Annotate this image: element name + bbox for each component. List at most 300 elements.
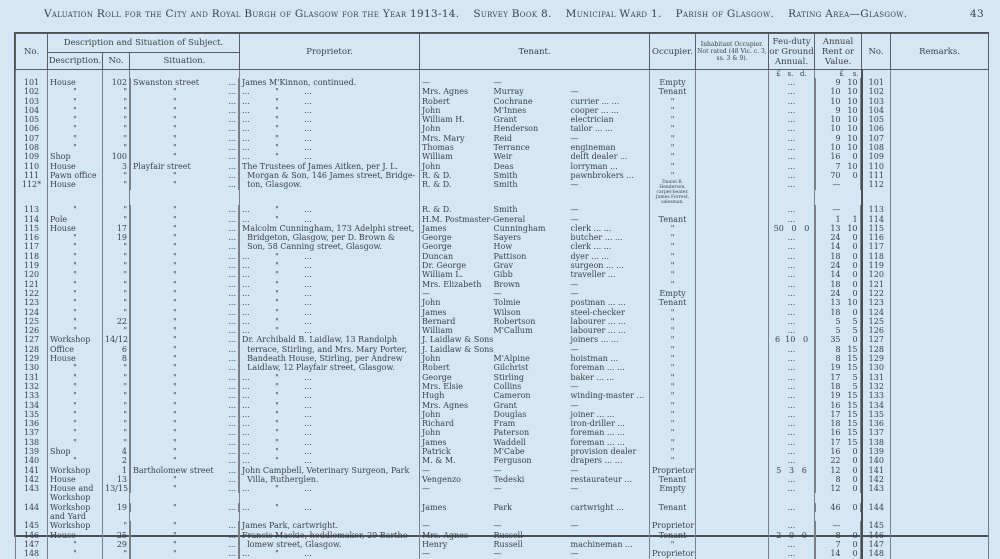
- annual-rent: [815, 233, 861, 242]
- proprietor: Son, 58 Canning street, Glasgow.: [240, 242, 420, 251]
- situation-text: ": [173, 437, 177, 447]
- tenant-occupation: —: [569, 87, 650, 96]
- description: ": [48, 401, 103, 410]
- entry-number-right: 106: [862, 124, 891, 133]
- subject-number: ": [103, 308, 130, 317]
- rent-pounds: 18: [830, 419, 841, 429]
- situation: [130, 261, 239, 270]
- entry-number: 116: [16, 233, 48, 242]
- annual-rent: [815, 521, 861, 530]
- proprietor: Laidlaw, 12 Playfair street, Glasgow.: [240, 363, 420, 372]
- entry-number: 133: [16, 391, 48, 400]
- inhabitant-occupier: [696, 401, 769, 410]
- annual-rent: [815, 205, 861, 214]
- table-row: [16, 428, 989, 437]
- leader-dots: ...: [228, 354, 237, 364]
- subject-number: 8: [103, 354, 130, 363]
- tenant-surname: Weir: [493, 152, 513, 162]
- entry-number: 129: [16, 354, 48, 363]
- feu-duty: 6 10 0: [769, 335, 815, 344]
- entry-number-right: 132: [862, 382, 891, 391]
- proprietor: ... " ...: [240, 205, 420, 214]
- page-number: 43: [970, 8, 984, 20]
- situation: [130, 317, 239, 326]
- feu-duty: ...: [769, 363, 815, 372]
- rent-shillings: 10: [847, 143, 858, 153]
- proprietor: ... " ...: [240, 134, 420, 143]
- table-row: [16, 326, 989, 335]
- tenant-occupation: hoistman ...: [569, 354, 650, 363]
- entry-number: 103: [16, 97, 48, 106]
- situation: [130, 143, 239, 152]
- occupier: ": [650, 115, 696, 124]
- valuation-roll-table: [14, 32, 989, 559]
- table-row: [16, 78, 989, 87]
- tenant-first-name: James: [420, 224, 492, 233]
- entry-number-right: 136: [862, 419, 891, 428]
- rent-pounds: 10: [830, 87, 841, 97]
- inhabitant-occupier: [696, 242, 769, 251]
- description: ": [48, 540, 103, 549]
- remarks: [891, 335, 989, 344]
- tenant-occupation: cooper ... ...: [569, 106, 650, 115]
- proprietor: ... " ...: [240, 326, 420, 335]
- remarks: [891, 298, 989, 307]
- table-row: [16, 134, 989, 143]
- tenant-surname: M'Innes: [493, 105, 527, 115]
- situation: [130, 531, 239, 540]
- occupier: ": [650, 382, 696, 391]
- situation-text: ": [173, 381, 177, 391]
- rent-pounds: 16: [830, 400, 841, 410]
- rent-shillings: 10: [847, 298, 858, 308]
- annual-rent: [815, 428, 861, 437]
- occupier: ": [650, 124, 696, 133]
- proprietor: ... " ...: [240, 391, 420, 400]
- subject-number: ": [103, 298, 130, 307]
- leader-dots: ...: [228, 87, 237, 97]
- situation: [130, 224, 239, 233]
- entry-number: 139: [16, 447, 48, 456]
- feu-duty: ...: [769, 317, 815, 326]
- inhabitant-occupier: [696, 134, 769, 143]
- proprietor: ... " ...: [240, 308, 420, 317]
- situation: [130, 401, 239, 410]
- annual-rent: [815, 401, 861, 410]
- description: ": [48, 326, 103, 335]
- tenant-first-name: William H.: [420, 115, 492, 124]
- feu-duty: ...: [769, 124, 815, 133]
- table-row: [16, 308, 989, 317]
- feu-duty: ...: [769, 289, 815, 298]
- occupier: ": [650, 270, 696, 279]
- proprietor: ... " ...: [240, 124, 420, 133]
- tenant-surname: Smith: [493, 205, 518, 215]
- tenant-surname: How: [493, 242, 513, 252]
- remarks: [891, 106, 989, 115]
- annual-rent: [815, 224, 861, 233]
- description: ": [48, 456, 103, 465]
- tenant-first-name: H.M. Postmaster-General: [420, 215, 492, 224]
- inhabitant-occupier: [696, 419, 769, 428]
- entry-number: 120: [16, 270, 48, 279]
- inhabitant-occupier: [696, 224, 769, 233]
- annual-rent: [815, 419, 861, 428]
- annual-rent: [815, 298, 861, 307]
- subject-number: ": [103, 261, 130, 270]
- remarks: [891, 401, 989, 410]
- feu-duty: ...: [769, 78, 815, 87]
- tenant-first-name: John: [420, 354, 492, 363]
- subject-number: 3: [103, 162, 130, 171]
- entry-number: 110: [16, 162, 48, 171]
- tenant-occupation: —: [569, 289, 650, 298]
- header-proprietor: Proprietor.: [240, 34, 420, 70]
- leader-dots: ...: [228, 133, 237, 143]
- remarks: [891, 484, 989, 503]
- tenant-occupation: lorryman ...: [569, 162, 650, 171]
- subject-number: ": [103, 289, 130, 298]
- entry-number: 136: [16, 419, 48, 428]
- rent-pounds: 5: [835, 316, 841, 326]
- inhabitant-occupier: [696, 124, 769, 133]
- situation-text: ": [173, 143, 177, 153]
- tenant-first-name: John: [420, 410, 492, 419]
- description: ": [48, 438, 103, 447]
- proprietor: Bridgeton, Glasgow, per D. Brown &: [240, 233, 420, 242]
- situation: [130, 289, 239, 298]
- table-row: [16, 345, 989, 354]
- tenant-first-name: John: [420, 298, 492, 307]
- tenant-surname: —: [493, 465, 502, 475]
- rent-pounds: 70: [830, 170, 841, 180]
- tenant-surname: Park: [493, 502, 512, 512]
- inhabitant-occupier: [696, 410, 769, 419]
- header-tenant: Tenant.: [420, 34, 650, 70]
- occupier: ": [650, 252, 696, 261]
- feu-duty: ...: [769, 401, 815, 410]
- description: ": [48, 382, 103, 391]
- tenant-surname: Cameron: [493, 391, 531, 401]
- feu-duty: ...: [769, 280, 815, 289]
- inhabitant-occupier: [696, 180, 769, 205]
- situation: [130, 447, 239, 456]
- rent-pounds: 12: [830, 484, 841, 494]
- table-row: [16, 382, 989, 391]
- table-row: [16, 447, 989, 456]
- tenant-first-name: J. Laidlaw & Sons: [420, 335, 492, 344]
- occupier: ": [650, 354, 696, 363]
- proprietor: ... " ...: [240, 298, 420, 307]
- entry-number: 132: [16, 382, 48, 391]
- tenant-occupation: baker ... ...: [569, 373, 650, 382]
- leader-dots: ...: [228, 115, 237, 125]
- remarks: [891, 438, 989, 447]
- table-row: [16, 298, 989, 307]
- proprietor: ... " ...: [240, 410, 420, 419]
- rent-shillings: 0: [852, 484, 858, 494]
- entry-number: 109: [16, 152, 48, 161]
- subject-number: ": [103, 326, 130, 335]
- table-row: [16, 503, 989, 522]
- feu-duty: 50 0 0: [769, 224, 815, 233]
- subject-number: ": [103, 363, 130, 372]
- situation: [130, 134, 239, 143]
- proprietor: The Trustees of James Aitken, per J. L.: [240, 162, 420, 171]
- situation: [130, 354, 239, 363]
- tenant-surname: Cochrane: [493, 96, 533, 106]
- occupier: ": [650, 171, 696, 180]
- tenant-surname: Waddell: [493, 437, 526, 447]
- annual-rent: [815, 106, 861, 115]
- subject-number: 19: [103, 503, 130, 522]
- tenant-first-name: James: [420, 438, 492, 447]
- feu-duty: ...: [769, 438, 815, 447]
- description: ": [48, 298, 103, 307]
- header-situation: Situation.: [130, 53, 240, 70]
- remarks: [891, 233, 989, 242]
- proprietor: ... " ...: [240, 215, 420, 224]
- description: ": [48, 391, 103, 400]
- proprietor: John Campbell, Veterinary Surgeon, Park: [240, 466, 420, 475]
- leader-dots: ...: [228, 409, 237, 419]
- proprietor: ... " ...: [240, 115, 420, 124]
- tenant-occupation: —: [569, 215, 650, 224]
- feu-duty: ...: [769, 298, 815, 307]
- rent-shillings: 5: [852, 372, 858, 382]
- leader-dots: ...: [228, 521, 237, 531]
- tenant-occupation: foreman ... ...: [569, 438, 650, 447]
- rent-pounds: 18: [830, 307, 841, 317]
- inhabitant-occupier: [696, 345, 769, 354]
- subject-number: ": [103, 549, 130, 558]
- situation: [130, 242, 239, 251]
- rent-pounds: 10: [830, 96, 841, 106]
- tenant-first-name: James: [420, 503, 492, 522]
- entry-number: 145: [16, 521, 48, 530]
- entry-number: 141: [16, 466, 48, 475]
- tenant-first-name: Robert: [420, 97, 492, 106]
- situation-text: ": [173, 87, 177, 97]
- situation: [130, 270, 239, 279]
- subject-number: ": [103, 115, 130, 124]
- inhabitant-occupier: [696, 115, 769, 124]
- entry-number: 111: [16, 171, 48, 180]
- occupier: Tenant: [650, 215, 696, 224]
- table-row: [16, 401, 989, 410]
- entry-number: 118: [16, 252, 48, 261]
- table-row: [16, 289, 989, 298]
- proprietor: ... " ...: [240, 106, 420, 115]
- description: Workshop: [48, 466, 103, 475]
- description: House: [48, 531, 103, 540]
- tenant-surname: Gilchrist: [493, 363, 529, 373]
- tenant-occupation: joiner ... ...: [569, 410, 650, 419]
- remarks: [891, 224, 989, 233]
- proprietor: ... " ...: [240, 382, 420, 391]
- entry-number: 113: [16, 205, 48, 214]
- occupier: ": [650, 419, 696, 428]
- table-row: [16, 143, 989, 152]
- remarks: [891, 242, 989, 251]
- situation-text: ": [173, 326, 177, 336]
- description: House: [48, 475, 103, 484]
- situation-text: ": [173, 316, 177, 326]
- tenant-first-name: Duncan: [420, 252, 492, 261]
- description: ": [48, 363, 103, 372]
- proprietor: ... " ...: [240, 97, 420, 106]
- rent-pounds: 16: [830, 446, 841, 456]
- annual-rent: [815, 363, 861, 372]
- leader-dots: ...: [228, 143, 237, 153]
- inhabitant-occupier: [696, 289, 769, 298]
- occupier: ": [650, 363, 696, 372]
- feu-duty: ...: [769, 428, 815, 437]
- tenant-surname: Smith: [493, 170, 518, 180]
- description: ": [48, 242, 103, 251]
- feu-duty: ...: [769, 391, 815, 400]
- inhabitant-occupier: [696, 363, 769, 372]
- leader-dots: ...: [228, 381, 237, 391]
- situation-text: ": [173, 288, 177, 298]
- proprietor: ... " ...: [240, 289, 420, 298]
- leader-dots: ...: [228, 437, 237, 447]
- proprietor: ... " ...: [240, 447, 420, 456]
- entry-number: 107: [16, 134, 48, 143]
- leader-dots: ...: [228, 484, 237, 494]
- tenant-surname: Pattison: [493, 251, 527, 261]
- feu-duty: ...: [769, 152, 815, 161]
- entry-number-right: 148: [862, 549, 891, 558]
- entry-number-right: 140: [862, 456, 891, 465]
- annual-rent: [815, 242, 861, 251]
- tenant-first-name: —: [420, 484, 492, 503]
- annual-rent: [815, 391, 861, 400]
- remarks: [891, 134, 989, 143]
- entry-number-right: 133: [862, 391, 891, 400]
- entry-number: 148: [16, 549, 48, 558]
- description: ": [48, 134, 103, 143]
- rent-pounds: 7: [835, 161, 841, 171]
- annual-rent: [815, 317, 861, 326]
- rent-pounds: —: [832, 521, 841, 531]
- proprietor: ... " ...: [240, 373, 420, 382]
- remarks: [891, 261, 989, 270]
- tenant-surname: Tolmie: [493, 298, 521, 308]
- tenant-occupation: —: [569, 280, 650, 289]
- feu-duty: 2 0 0: [769, 531, 815, 540]
- feu-duty: ...: [769, 419, 815, 428]
- entry-number-right: 113: [862, 205, 891, 214]
- situation: [130, 115, 239, 124]
- entry-number-right: 131: [862, 373, 891, 382]
- situation: [130, 205, 239, 214]
- tenant-surname: M'Callum: [493, 326, 533, 336]
- occupier: ": [650, 410, 696, 419]
- inhabitant-occupier: [696, 78, 769, 87]
- tenant-first-name: M. & M.: [420, 456, 492, 465]
- rent-pounds: 17: [830, 437, 841, 447]
- description: ": [48, 106, 103, 115]
- tenant-first-name: William: [420, 152, 492, 161]
- situation-text: ": [173, 419, 177, 429]
- annual-rent: [815, 87, 861, 96]
- leader-dots: ...: [228, 233, 237, 243]
- tenant-surname: Grant: [493, 400, 517, 410]
- feu-duty: ...: [769, 252, 815, 261]
- tenant-first-name: Vengenzo: [420, 475, 492, 484]
- entry-number-right: 124: [862, 308, 891, 317]
- occupier: Tenant: [650, 475, 696, 484]
- situation-text: ": [173, 261, 177, 271]
- header-inhabitant: Inhabitant Occupier. Not rated (48 Vic. c. 3, ss. 3 & 9).: [696, 34, 769, 70]
- inhabitant-occupier: [696, 382, 769, 391]
- tenant-surname: Russell: [493, 539, 523, 549]
- tenant-occupation: electrician: [569, 115, 650, 124]
- proprietor: Morgan & Son, 146 James street, Bridge-: [240, 171, 420, 180]
- entry-number: 119: [16, 261, 48, 270]
- rent-pounds: 14: [830, 270, 841, 280]
- rent-pounds: 9: [835, 78, 841, 87]
- tenant-surname: Russell: [493, 530, 523, 540]
- rent-shillings: 0: [852, 270, 858, 280]
- rent-shillings: 10: [847, 115, 858, 125]
- tenant-occupation: engineman: [569, 143, 650, 152]
- remarks: [891, 466, 989, 475]
- tenant-first-name: Mrs. Mary: [420, 134, 492, 143]
- entry-number-right: 147: [862, 540, 891, 549]
- situation-text: ": [173, 484, 177, 494]
- feu-duty: ...: [769, 475, 815, 484]
- occupier: ": [650, 401, 696, 410]
- remarks: [891, 87, 989, 96]
- proprietor: ton, Glasgow.: [240, 180, 420, 205]
- remarks: [891, 503, 989, 522]
- tenant-occupation: winding-master ...: [569, 391, 650, 400]
- tenant-occupation: —: [569, 549, 650, 558]
- subject-number: ": [103, 401, 130, 410]
- entry-number-right: 123: [862, 298, 891, 307]
- header-no: No.: [16, 34, 48, 70]
- leader-dots: ...: [228, 446, 237, 456]
- entry-number-right: 138: [862, 438, 891, 447]
- entry-number-right: 127: [862, 335, 891, 344]
- entry-number: 122: [16, 289, 48, 298]
- tenant-first-name: Bernard: [420, 317, 492, 326]
- table-row: [16, 242, 989, 251]
- entry-number: 108: [16, 143, 48, 152]
- entry-number: 147: [16, 540, 48, 549]
- rent-shillings: 0: [852, 279, 858, 289]
- annual-rent: [815, 456, 861, 465]
- rent-pounds: 9: [835, 105, 841, 115]
- situation-text: ": [173, 502, 177, 512]
- entry-number: 140: [16, 456, 48, 465]
- table-row: [16, 171, 989, 180]
- subject-number: 2: [103, 456, 130, 465]
- rent-shillings: 0: [852, 242, 858, 252]
- inhabitant-occupier: [696, 205, 769, 214]
- tenant-first-name: Patrick: [420, 447, 492, 456]
- annual-rent: [815, 115, 861, 124]
- subject-number: ": [103, 428, 130, 437]
- entry-number-right: 125: [862, 317, 891, 326]
- situation-text: ": [173, 521, 177, 531]
- feu-duty: ...: [769, 97, 815, 106]
- occupier: ": [650, 106, 696, 115]
- proprietor: ... " ...: [240, 143, 420, 152]
- table-row: [16, 531, 989, 540]
